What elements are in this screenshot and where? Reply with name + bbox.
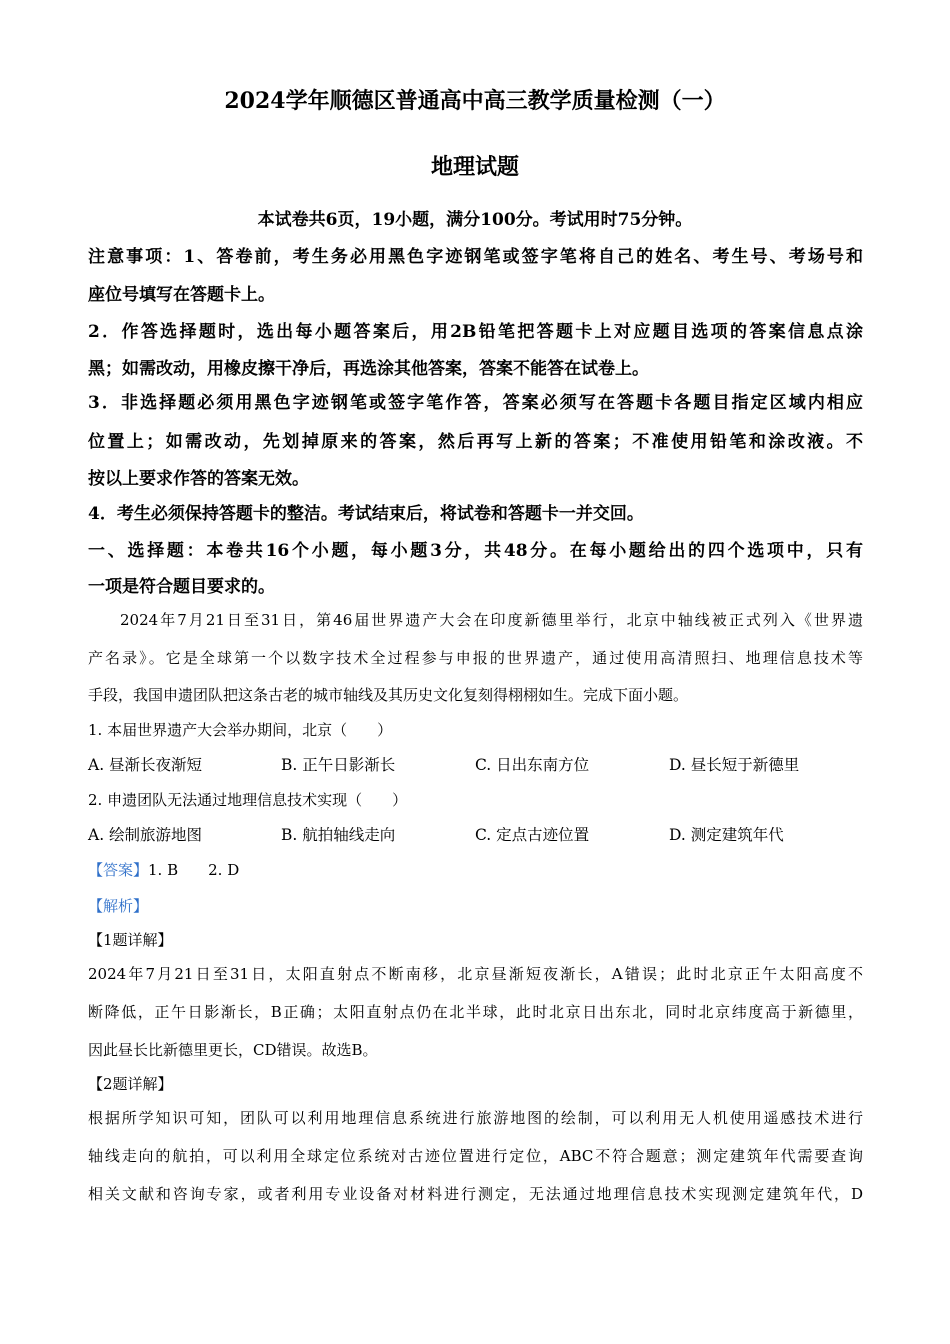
detail-label: 【2题详解】: [88, 1075, 173, 1093]
detail-line: 轴线走向的航拍，可以利用全球定位系统对古迹位置进行定位，ABC不符合题意；测定建筑年代需要查询: [88, 1147, 863, 1165]
exam-title: 2024学年顺德区普通高中高三教学质量检测（一）: [224, 88, 726, 114]
notes-line: 黑；如需改动，用橡皮擦干净后，再选涂其他答案，答案不能答在试卷上。: [88, 359, 649, 379]
answer-line: [88, 859, 863, 880]
passage-line: 2024年7月21日至31日，第46届世界遗产大会在印度新德里举行，北京中轴线被正式列入《世界遗: [120, 611, 863, 629]
answer-label: 【答案】: [88, 861, 149, 879]
notes-line: 位置上；如需改动，先划掉原来的答案，然后再写上新的答案；不准使用铅笔和涂改液。不: [88, 432, 863, 452]
option-b: B. 航拍轴线走向: [281, 826, 396, 844]
option-b: B. 正午日影渐长: [281, 756, 396, 774]
detail-line: 根据所学知识可知，团队可以利用地理信息系统进行旅游地图的绘制，可以利用无人机使用遥感技术进行: [88, 1109, 863, 1127]
notes-line: 4．考生必须保持答题卡的整洁。考试结束后，将试卷和答题卡一并交回。: [88, 504, 644, 524]
question-stem: 2. 申遗团队无法通过地理信息技术实现（ ）: [88, 791, 408, 809]
option-c: C. 日出东南方位: [475, 756, 590, 774]
notes-line: 注意事项：1、答卷前，考生务必用黑色字迹钢笔或签字笔将自己的姓名、考生号、考场号和: [88, 247, 863, 267]
analysis-label: 【解析】: [88, 897, 149, 915]
notes-line: 3．非选择题必须用黑色字迹钢笔或签字笔作答，答案必须写在答题卡各题目指定区域内相应: [88, 393, 863, 413]
detail-line: 相关文献和咨询专家，或者利用专业设备对材料进行测定，无法通过地理信息技术实现测定建筑年代，D: [88, 1185, 863, 1203]
notes-line: 2．作答选择题时，选出每小题答案后，用2B铅笔把答题卡上对应题目选项的答案信息点涂: [88, 322, 863, 342]
detail-label: 【1题详解】: [88, 931, 173, 949]
exam-intro: 本试卷共6页，19小题，满分100分。考试用时75分钟。: [257, 210, 693, 230]
option-d: D. 昼长短于新德里: [669, 756, 800, 774]
detail-line: 因此昼长比新德里更长，CD错误。故选B。: [88, 1041, 378, 1059]
section-heading: 一、选择题：本卷共16个小题，每小题3分，共48分。在每小题给出的四个选项中，只有: [88, 541, 863, 561]
option-a: A. 昼渐长夜渐短: [88, 756, 203, 774]
exam-subtitle: 地理试题: [430, 154, 519, 180]
option-c: C. 定点古迹位置: [475, 826, 590, 844]
question-stem: 1. 本届世界遗产大会举办期间，北京（ ）: [88, 721, 393, 739]
passage-line: 产名录》。它是全球第一个以数字技术全过程参与申报的世界遗产，通过使用高清照扫、地理信息技术等: [88, 649, 863, 667]
notes-line: 按以上要求作答的答案无效。: [88, 469, 309, 489]
answer-text: 1. B 2. D: [148, 861, 240, 879]
detail-line: 断降低，正午日影渐长，B正确；太阳直射点仍在北半球，此时北京日出东北，同时北京纬度高于新德里，: [88, 1003, 863, 1021]
passage-line: 手段，我国申遗团队把这条古老的城市轴线及其历史文化复刻得栩栩如生。完成下面小题。: [88, 686, 689, 704]
option-d: D. 测定建筑年代: [669, 826, 784, 844]
notes-line: 座位号填写在答题卡上。: [88, 285, 275, 305]
option-a: A. 绘制旅游地图: [88, 826, 203, 844]
detail-line: 2024年7月21日至31日，太阳直射点不断南移，北京昼渐短夜渐长，A错误；此时北京正午太阳高度不: [88, 965, 863, 983]
section-heading: 一项是符合题目要求的。: [88, 577, 275, 597]
